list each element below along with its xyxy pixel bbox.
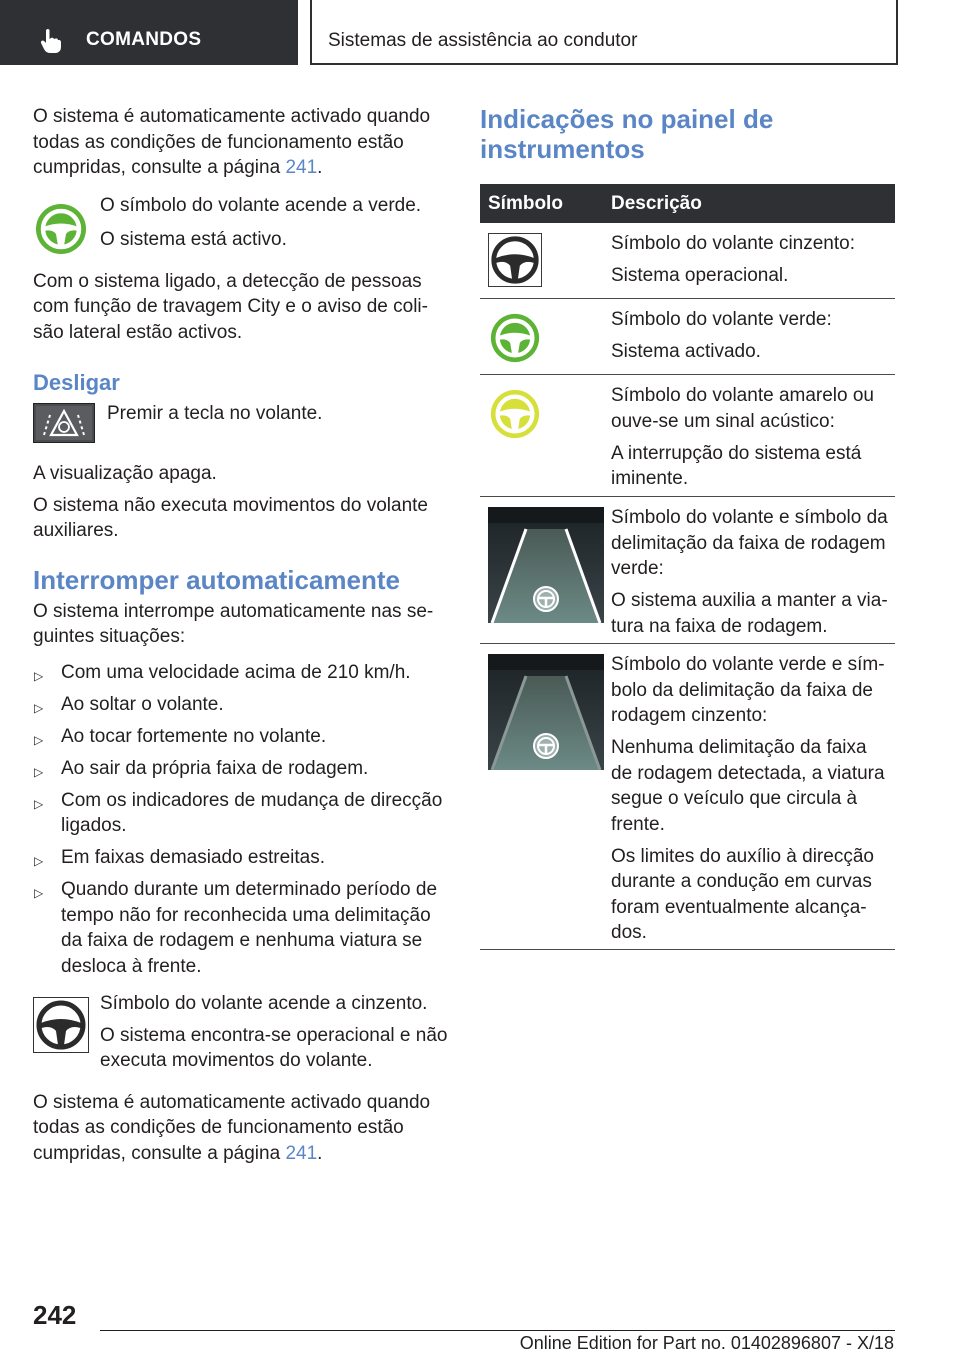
triangle-bullet-icon: ▷ [34, 764, 44, 779]
row-2-line-1: Símbolo do volante verde: [611, 309, 832, 330]
hand-pointer-icon [40, 28, 62, 54]
list-item: ▷ Ao sair da própria faixa de rodagem. [33, 756, 448, 782]
page-link[interactable]: 241 [285, 157, 318, 178]
row-4-line-1: Símbolo do volante e símbolo da delimitação da faixa de rodagem verde: [611, 507, 888, 579]
heading-desligar: Desligar [33, 370, 120, 395]
list-item: ▷ Quando durante um determinado período de tempo não for reconhecida uma delimitação da faixa de rodagem e nenhuma viatura se desloca à frente. [34, 879, 438, 977]
page-link[interactable]: 241 [285, 1142, 318, 1164]
paragraph-no-movements: O sistema não executa movimentos do volante auxiliares. [33, 494, 428, 541]
heading-interromper: Interromper automaticamente [33, 564, 400, 595]
table-row [480, 644, 895, 950]
row-1-line-2: Sistema operacional. [611, 265, 789, 286]
green-wheel-note [33, 193, 448, 257]
lane-green-display [488, 507, 604, 623]
desligar-note [33, 401, 448, 447]
steering-wheel-grey-icon [488, 233, 542, 287]
triangle-bullet-icon: ▷ [34, 668, 44, 683]
paragraph-display-off: A visualização apaga. [33, 463, 217, 484]
symbol-table [480, 184, 895, 950]
row-3-line-1: Símbolo do volante amarelo ou ouve-se um sinal acústico: [611, 385, 874, 432]
lane-assist-button-icon [33, 403, 95, 443]
row-1-line-1: Símbolo do volante cinzento: [611, 233, 855, 254]
grey-wheel-note [33, 991, 448, 1074]
paragraph-activation-2: O sistema é automaticamente activado quando todas as condições de funcionamento estão cumpridas, consulte a página 241. [33, 1091, 431, 1164]
green-line-1: O símbolo do volante acende a verde. [100, 194, 422, 216]
interrupt-list [33, 660, 448, 980]
list-item: ▷ Com uma velocidade acima de 210 km/h. [33, 660, 448, 686]
row-2-line-2: Sistema activado. [611, 341, 761, 362]
row-5-line-1: Símbolo do volante verde e sím- bolo da delimitação da faixa de rodagem cinzento: [611, 654, 885, 726]
desligar-text: Premir a tecla no volante. [107, 403, 323, 424]
list-item: ▷ Ao tocar fortemente no volante. [33, 724, 448, 750]
triangle-bullet-icon: ▷ [34, 854, 44, 868]
column-header-description: Descrição [611, 193, 702, 214]
steering-wheel-green-icon [33, 201, 89, 257]
paragraph-interrupt-intro: O sistema interrompe automaticamente nas se-guintes situações: [33, 600, 434, 647]
table-row [480, 223, 895, 299]
steering-wheel-yellow-icon [488, 387, 542, 441]
footer-divider [100, 1330, 895, 1331]
triangle-bullet-icon: ▷ [34, 700, 44, 715]
row-4-line-2: O sistema auxilia a manter a via- tura na faixa de rodagem. [611, 590, 888, 637]
list-item: ▷ Em faixas demasiado estreitas. [33, 845, 448, 871]
section-tab [310, 0, 898, 65]
left-column [33, 100, 448, 1166]
table-header [480, 184, 895, 223]
steering-wheel-grey-icon [33, 997, 89, 1053]
page-header [0, 0, 960, 66]
section-title: Sistemas de assistência ao condutor [328, 30, 638, 51]
paragraph-detection: Com o sistema ligado, a detecção de pessoas com função de travagem City e o aviso de coli- são lateral estão activos. [33, 270, 428, 343]
row-5-line-3: Os limites do auxílio à direcção durante a condução em curvas foram eventualmente alcança- dos. [611, 845, 874, 943]
chapter-tab [0, 0, 298, 65]
grey-line-1: Símbolo do volante acende a cinzento. [100, 993, 428, 1014]
paragraph-activation: O sistema é automaticamente activado quando todas as condições de funcionamento estão cumpridas, consulte a página 241. [33, 106, 431, 178]
heading-indicacoes: Indicações no painel de instrumentos [480, 104, 774, 164]
lane-grey-display [488, 654, 604, 770]
table-row [480, 299, 895, 375]
triangle-bullet-icon: ▷ [34, 886, 44, 900]
row-3-line-2: A interrupção do sistema está iminente. [611, 442, 862, 489]
edition-text: Online Edition for Part no. 01402896807 - X/18 [519, 1333, 894, 1353]
list-item: ▷ Ao soltar o volante. [33, 692, 448, 718]
chapter-title: COMANDOS [86, 29, 202, 50]
green-line-2: O sistema está activo. [100, 229, 287, 250]
page-footer [0, 1290, 960, 1362]
row-5-line-2: Nenhuma delimitação da faixa de rodagem detectada, a viatura segue o veículo que circula à frente. [611, 737, 885, 835]
column-header-symbol: Símbolo [488, 193, 563, 214]
table-row [480, 375, 895, 497]
triangle-bullet-icon: ▷ [34, 796, 44, 811]
list-item: ▷ Com os indicadores de mudança de direcção ligados. [34, 789, 443, 836]
table-row [480, 497, 895, 644]
triangle-bullet-icon: ▷ [34, 732, 44, 747]
right-column [480, 100, 895, 950]
page-number: 242 [33, 1300, 77, 1330]
grey-line-2: O sistema encontra-se operacional e não executa movimentos do volante. [100, 1024, 448, 1071]
steering-wheel-green-icon [488, 311, 542, 365]
